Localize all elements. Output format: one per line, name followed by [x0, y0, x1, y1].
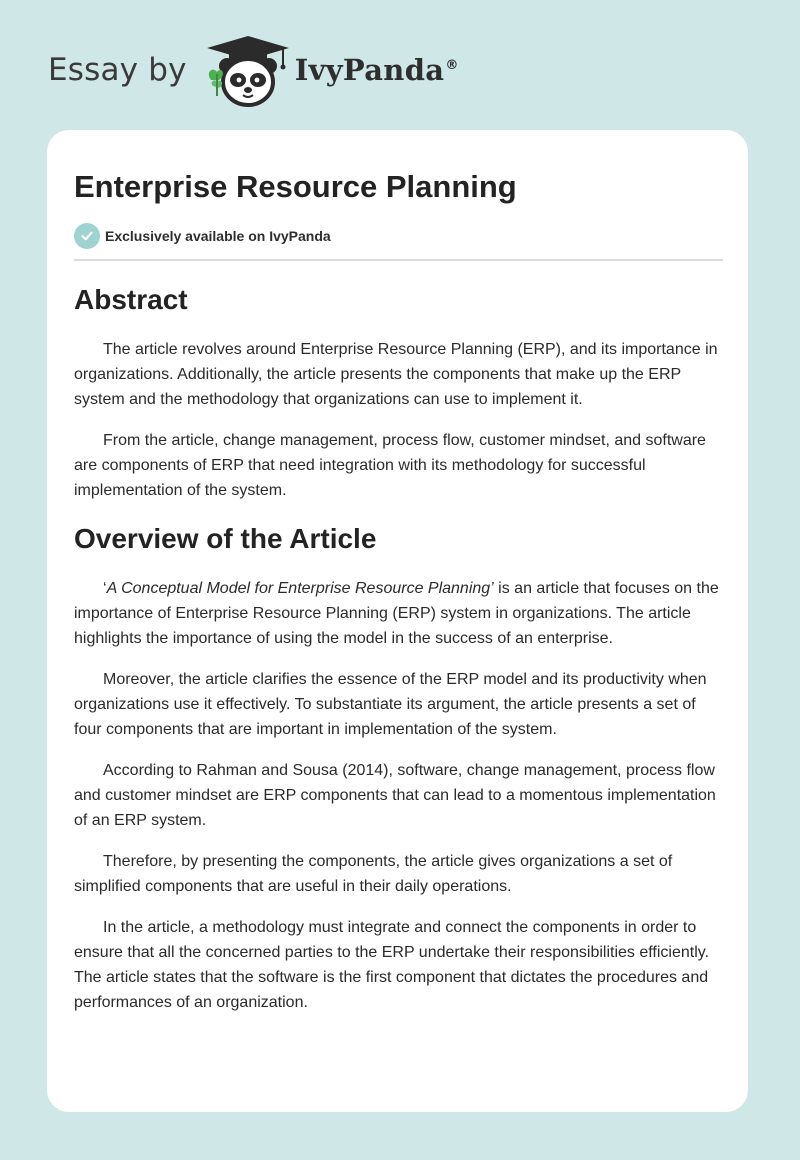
paragraph: In the article, a methodology must integrate and connect the components in order to ensure that all the concerned parties to the ERP undertake their responsibilities efficiently. The article states that the software is the first component that dictates the procedures and performances of an organization.	[74, 919, 710, 1011]
open-quote: ‘	[103, 580, 107, 597]
paragraph: From the article, change management, process flow, customer mindset, and software are components of ERP that need integration with its methodology for successful implementation of the system.	[74, 432, 706, 499]
paragraph: Moreover, the article clarifies the essence of the ERP model and its productivity when organizations use it effectively. To substantiate its argument, the article presents a set of four components that are important in implementation of the system.	[74, 671, 707, 738]
paragraph	[74, 576, 722, 651]
overview-heading: Overview of the Article	[74, 523, 377, 554]
abstract-heading: Abstract	[74, 284, 188, 315]
article-card	[47, 130, 748, 1112]
exclusive-badge-label: Exclusively available on IvyPanda	[105, 228, 331, 244]
paragraph: According to Rahman and Sousa (2014), software, change management, process flow and customer mindset are ERP components that can lead to a momentous implementation of an ERP system.	[74, 762, 716, 829]
overview-section	[74, 521, 722, 1015]
panda-graduation-cap-logo-icon	[203, 30, 293, 110]
check-circle-icon	[74, 223, 100, 249]
paragraph: The article revolves around Enterprise Resource Planning (ERP), and its importance in organizations. Additionally, the article presents the components that make up the ERP system and the methodology that organizations can use to implement it.	[74, 341, 718, 408]
title-divider	[74, 259, 723, 261]
abstract-section	[74, 282, 722, 503]
essay-by-label: Essay by	[48, 52, 187, 88]
paragraph: Therefore, by presenting the components, the article gives organizations a set of simplified components that are useful in their daily operations.	[74, 853, 673, 895]
site-header	[48, 30, 459, 110]
brand-name[interactable]	[295, 53, 459, 87]
registered-mark: ®	[445, 58, 459, 74]
cited-article-title: A Conceptual Model for Enterprise Resource Planning’	[106, 580, 494, 597]
paragraph-text: is an article that focuses on the importance of Enterprise Resource Planning (ERP) system in organizations. The article highlights the importance of using the model in the success of an enterprise.	[74, 580, 719, 647]
brand-name-text: IvyPanda	[294, 53, 445, 87]
article-title: Enterprise Resource Planning	[74, 169, 517, 204]
exclusive-badge	[74, 223, 722, 249]
